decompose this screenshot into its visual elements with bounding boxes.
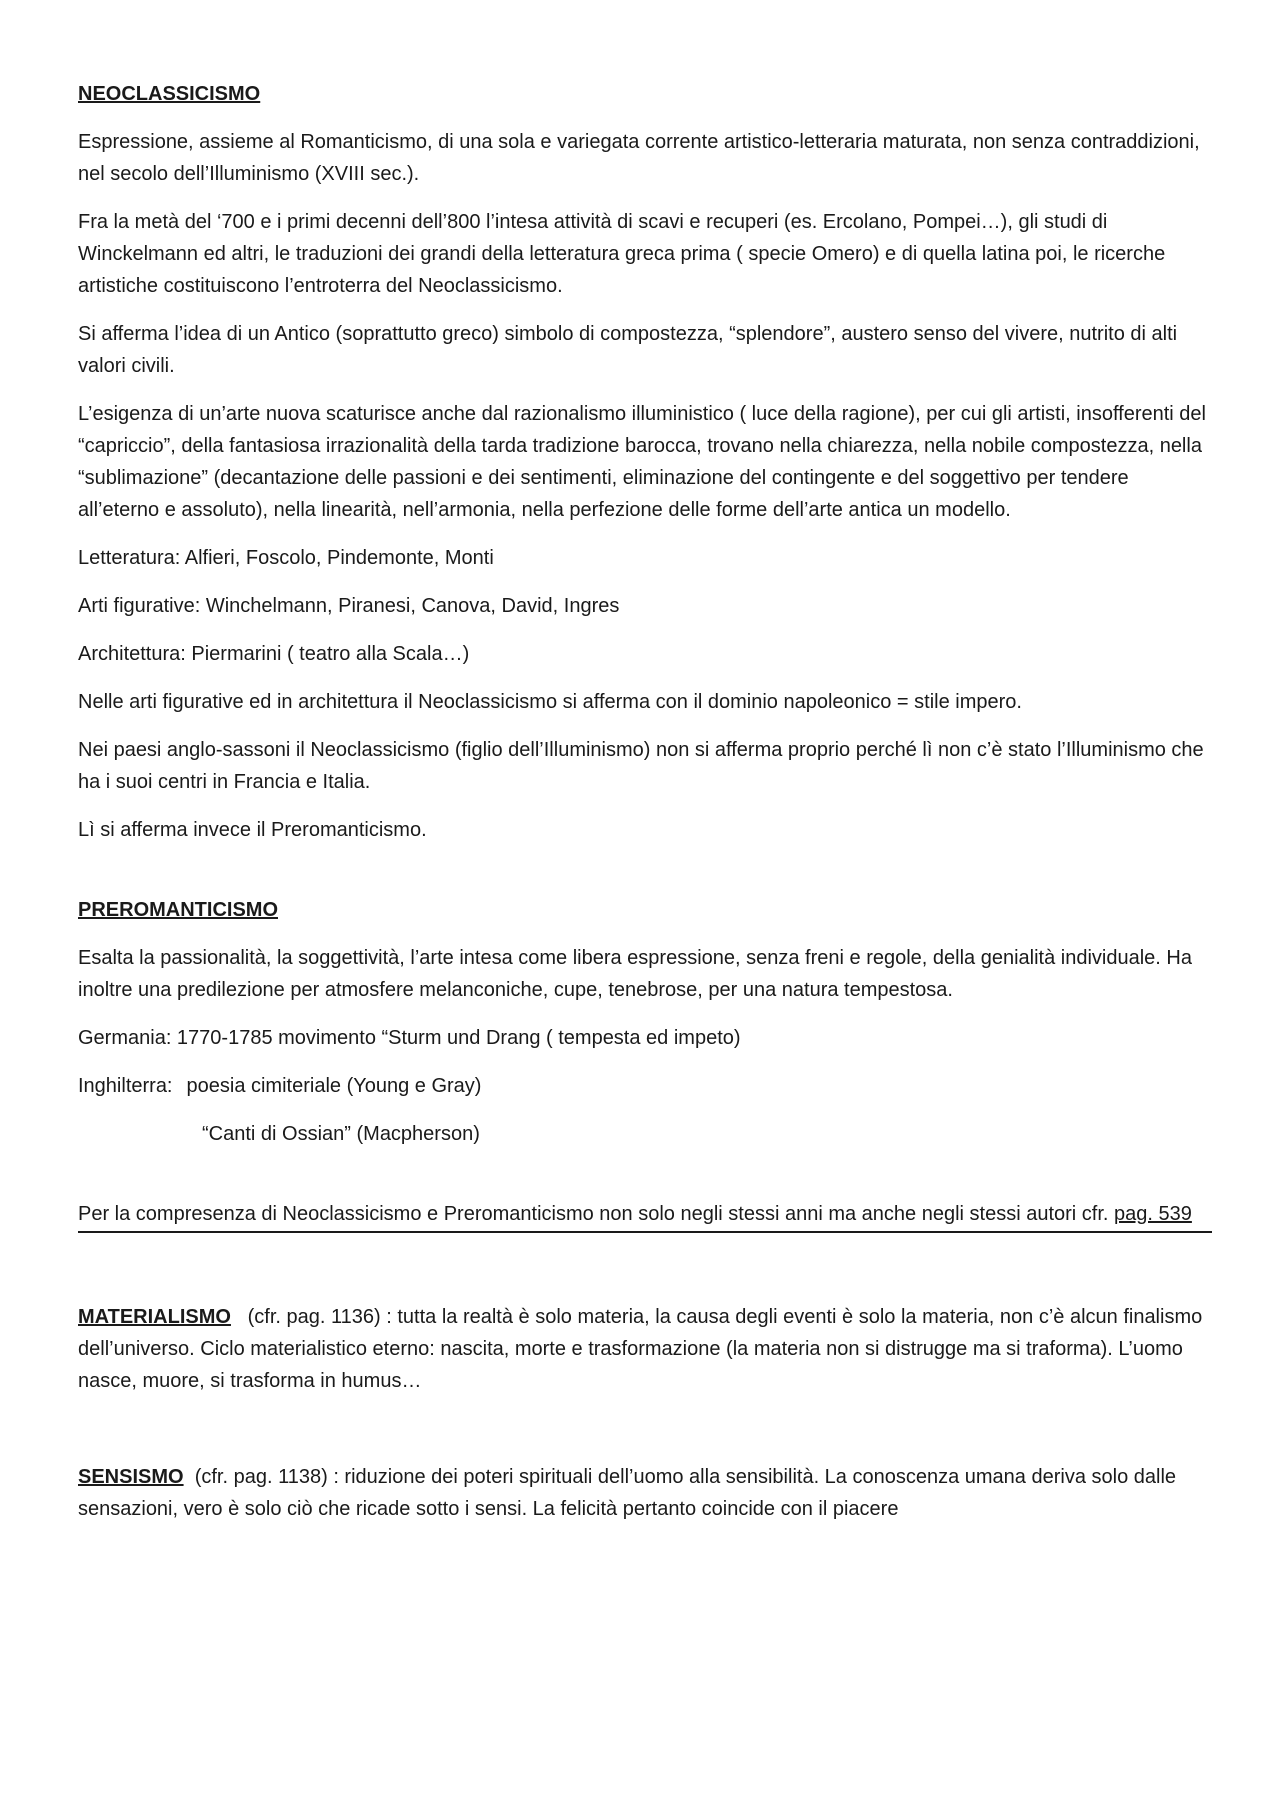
note-text: Per la compresenza di Neoclassicismo e Preromanticismo non solo negli stessi anni ma anche negli stessi autori cfr. xyxy=(78,1203,1109,1225)
spacer xyxy=(78,862,1212,894)
paragraph: L’esigenza di un’arte nuova scaturisce anche dal razionalismo illuministico ( luce della ragione), per cui gli artisti, insofferenti del “capriccio”, della fantasiosa irrazionalità della tarda tradizione barocca, trovano nella chiarezza, nella nobile compostezza, nella “sublimazione” (decantazione delle passioni e dei sentimenti, eliminazione del contingente e del soggettivo per tendere all’eterno e assoluto), nella linearità, nell’armonia, nella perfezione delle forme dell’arte antica un modello. xyxy=(78,403,1206,521)
cross-reference: (cfr. pag. 1138) xyxy=(194,1466,328,1488)
paragraph: Germania: 1770-1785 movimento “Sturm und Drang ( tempesta ed impeto) xyxy=(78,1027,741,1049)
note-with-rule xyxy=(78,1198,1212,1233)
inghilterra-line xyxy=(78,1070,1212,1102)
paragraph: Nei paesi anglo-sassoni il Neoclassicismo (figlio dell’Illuminismo) non si afferma proprio perché lì non c’è stato l’Illuminismo che ha i suoi centri in Francia e Italia. xyxy=(78,739,1204,793)
definition-text: : riduzione dei poteri spirituali dell’uomo alla sensibilità. La conoscenza umana deriva solo dalle sensazioni, vero è solo ciò che ricade sotto i sensi. La felicità pertanto coincide con il piacere xyxy=(78,1466,1177,1520)
paragraph: Esalta la passionalità, la soggettività, l’arte intesa come libera espressione, senza freni e regole, della genialità individuale. Ha inoltre una predilezione per atmosfere melanconiche, cupe, tenebrose, per una natura tempestosa. xyxy=(78,947,1192,1001)
inghilterra-item: “Canti di Ossian” (Macpherson) xyxy=(202,1123,480,1145)
page-reference: pag. 539 xyxy=(1114,1203,1192,1225)
paragraph: Nelle arti figurative ed in architettura il Neoclassicismo si afferma con il dominio napoleonico = stile impero. xyxy=(78,691,1022,713)
paragraph: Arti figurative: Winchelmann, Piranesi, Canova, David, Ingres xyxy=(78,595,620,617)
paragraph-materialismo xyxy=(78,1301,1212,1397)
paragraph: Lì si afferma invece il Preromanticismo. xyxy=(78,819,427,841)
paragraph: Si afferma l’idea di un Antico (soprattutto greco) simbolo di compostezza, “splendore”, austero senso del vivere, nutrito di alti valori civili. xyxy=(78,323,1178,377)
inghilterra-label: Inghilterra: xyxy=(78,1075,173,1097)
definition-text: : tutta la realtà è solo materia, la causa degli eventi è solo la materia, non c’è alcun finalismo dell’universo. Ciclo materialistico eterno: nascita, morte e trasformazione (la materia non si distrugge ma si traforma). L’uomo nasce, muore, si trasforma in humus… xyxy=(78,1306,1203,1392)
paragraph: Architettura: Piermarini ( teatro alla Scala…) xyxy=(78,643,470,665)
cross-reference: (cfr. pag. 1136) xyxy=(247,1306,381,1328)
heading-preromanticismo: PREROMANTICISMO xyxy=(78,899,278,921)
term-sensismo: SENSISMO xyxy=(78,1466,184,1488)
spacer xyxy=(78,1166,1212,1198)
paragraph-sensismo xyxy=(78,1461,1212,1525)
heading-neoclassicismo: NEOCLASSICISMO xyxy=(78,83,261,105)
paragraph: Letteratura: Alfieri, Foscolo, Pindemonte, Monti xyxy=(78,547,494,569)
paragraph: Fra la metà del ‘700 e i primi decenni dell’800 l’intesa attività di scavi e recuperi (es. Ercolano, Pompei…), gli studi di Winckelmann ed altri, le traduzioni dei grandi della letteratura greca prima ( specie Omero) e di quella latina poi, le ricerche artistiche costituiscono l’entroterra del Neoclassicismo. xyxy=(78,211,1166,297)
term-materialismo: MATERIALISMO xyxy=(78,1306,231,1328)
paragraph: Espressione, assieme al Romanticismo, di una sola e variegata corrente artistico-letteraria maturata, non senza contraddizioni, nel secolo dell’Illuminismo (XVIII sec.). xyxy=(78,131,1200,185)
inghilterra-item: poesia cimiteriale (Young e Gray) xyxy=(186,1075,482,1097)
